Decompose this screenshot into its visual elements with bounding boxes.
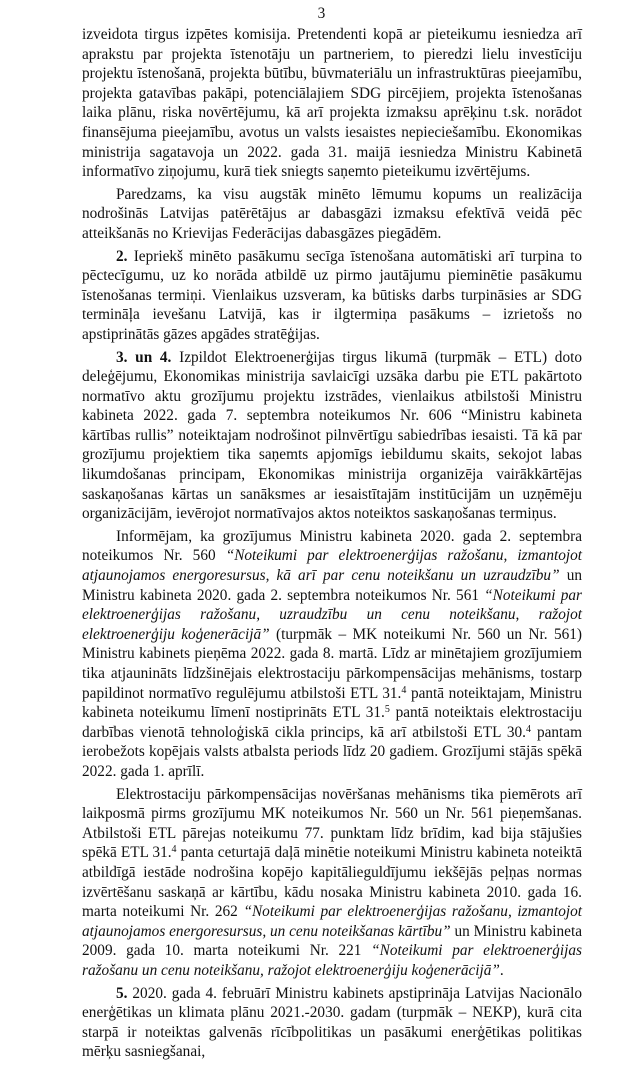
text-run: un Ministru kabineta 2009. gada 10. marta noteikumi Nr. 221: [82, 922, 582, 960]
regulation-title: “Noteikumi par elektroenerģijas ražošanu un cenu noteikšanu, ražojot elektroenerģiju koģenerācijā”: [82, 942, 582, 979]
paragraph-answer-3-4: [82, 348, 582, 524]
text-run: (turpmāk – MK noteikumi Nr. 560 un Nr. 561) Ministru kabinets pieņēma 2022. gada 8. martā. Līdz ar minētajiem grozījumiem tika atjaunināts līdzšinējais elektrostaciju pārkompensācijas mehānisms, tostarp papildinot normatīvo regulējumu atbilstoši ETL 31.: [82, 625, 582, 702]
answer-number: 3. un 4.: [116, 348, 172, 366]
text-run: pantā noteiktais elektrostaciju darbības vienotā tehnoloģiskā cikla princips, kā arī atbilstoši ETL 30.: [82, 704, 582, 741]
regulation-title: “Noteikumi par elektroenerģijas ražošanu, uzraudzību un cenu noteikšanu, ražojot elektroenerģiju koģenerācijā”: [82, 586, 582, 643]
text-run: pantam ierobežots kopējais valsts atbalsta periods līdz 20 gadiem. Grozījumi stājās spēkā 2022. gada 1. aprīlī.: [82, 723, 582, 780]
superscript: 4: [401, 684, 407, 696]
text-run: un Ministru kabineta 2020. gada 2. septembra noteikumos Nr. 561: [82, 567, 582, 604]
text-run: .: [499, 961, 504, 979]
paragraph-tender-evaluation: izveidota tirgus izpētes komisija. Pretendenti kopā ar pieteikumu iesniedza arī aprakstu par projekta īstenotāju un partneriem, to pieredzi lielu investīciju projektu īstenošanā, projekta būtību, būvmateriālu un infrastruktūras pieejamību, projekta gatavības pakāpi, potenciālajiem SDG pircējiem, projekta īstenošanas laika plānu, riska novērtējumu, kā arī projekta izmaksu aprēķinu t.sk. norādot finansējuma pieejamību, avotus un valsts iesaistes nepieciešamību. Ekonomikas ministrija sagatavoja un 2022. gada 31. maijā iesniedza Ministru Kabinetā informatīvo ziņojumu, kurā tiek sniegts saņemto pieteikumu izvērtējums.: [82, 26, 582, 181]
text-run: Informējam, ka grozījumus Ministru kabineta 2020. gada 2. septembra noteikumos Nr. 560: [82, 527, 582, 565]
superscript: 5: [384, 704, 390, 716]
paragraph-regulation-amendments: [82, 527, 582, 782]
answer-number: 2.: [116, 247, 128, 265]
text-run: Elektrostaciju pārkompensācijas novēršanas mehānisms tika piemērots arī laikposmā pirms grozījumu MK noteikumos Nr. 560 un Nr. 561 pieņemšanas. Atbilstoši ETL pārejas noteikumu 77. punktam līdz brīdim, kad bija stājušies spēkā ETL 31.: [82, 785, 582, 862]
regulation-title: “Noteikumi par elektroenerģijas ražošanu, izmantojot atjaunojamos energoresursus, un cenu noteikšanas kārtību”: [82, 903, 582, 940]
paragraph-answer-5: [82, 984, 582, 1062]
paragraph-overcompensation-mechanism: [82, 785, 582, 981]
text-run: pantā noteiktajam, Ministru kabineta noteikumu līmenī nostiprināts ETL 31.: [82, 684, 582, 722]
superscript: 4: [171, 844, 177, 856]
page-number: 3: [317, 5, 326, 22]
answer-text: Iepriekš minēto pasākumu secīga īstenošana automātiski arī turpina to pēctecīgumu, uz ko norāda atbildē uz pirmo jautājumu pieminētie pasākumu īstenošanas termiņi. Vienlaikus uzsveram, ka būtisks darbs turpināsies ar SDG termināļa ievešanu Latvijā, kas ir ilgtermiņa pasākums – izrietošs no apstiprinātās gāzes apgādes stratēģijas.: [82, 247, 582, 343]
regulation-title: “Noteikumi par elektroenerģijas ražošanu, izmantojot atjaunojamos energoresursus, kā arī par cenu noteikšanu un uzraudzību”: [82, 547, 583, 585]
paragraph-expected-outcome: Paredzams, ka visu augstāk minēto lēmumu kopums un realizācija nodrošinās Latvijas patērētājus ar dabasgāzi izmaksu efektīvā veidā pēc atteikšanās no Krievijas Federācijas dabasgāzes piegādēm.: [82, 185, 582, 242]
document-body: [82, 25, 582, 1065]
superscript: 4: [526, 723, 531, 735]
paragraph-answer-2: [82, 247, 582, 345]
answer-text: Izpildot Elektroenerģijas tirgus likumā (turpmāk – ETL) doto deleģējumu, Ekonomikas ministrija savlaicīgi uzsāka darbu pie ETL pakārtoto normatīvo aktu grozījumu projektu izstrādes, vienlaikus atbilstoši Ministru kabineta 2022. gada 7. septembra noteikumos Nr. 606 “Ministru kabineta kārtības rullis” noteiktajam nodrošinot pilnvērtīgu sabiedrības iesaisti. Tā kā par grozījumu projektiem tika saņemts apjomīgs iebildumu skaits, sekojot labas likumdošanas principam, Ekonomikas ministrija organizēja vairākkārtējas saskaņošanas kārtas un sanāksmes ar iesaistītajām institūcijām un uzņēmēju organizācijām, ievērojot normatīvajos aktos noteiktos saskaņošanas termiņus.: [82, 348, 582, 523]
text-run: panta ceturtajā daļā minētie noteikumi Ministru kabineta noteiktā atbildīgā iestāde nodrošina kopējo kapitālieguldījumu iekšējās peļņas normas izvērtēšanu saskaņā ar kārtību, kādu nosaka Ministru kabineta 2010. gada 16. marta noteikumi Nr. 262: [82, 844, 582, 921]
answer-text: 2020. gada 4. februārī Ministru kabinets apstiprināja Latvijas Nacionālo enerģētikas un klimata plānu 2021.-2030. gadam (turpmāk – NEKP), kurā cita starpā ir noteiktas galvenās rīcībpolitikas un pasākumi enerģētikas politikas mērķu sasniegšanai,: [82, 984, 582, 1061]
answer-number: 5.: [116, 984, 128, 1002]
